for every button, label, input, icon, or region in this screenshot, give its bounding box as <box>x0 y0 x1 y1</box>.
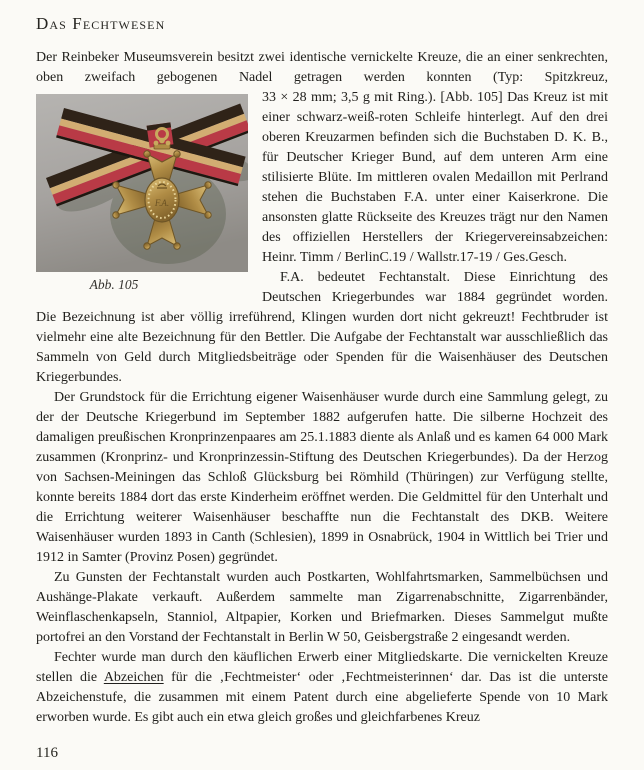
paragraph-1-beside: 33 × 28 mm; 3,5 g mit Ring.). [Abb. 105] Das Kreuz ist mit einer schwarz-weiß-roten Schleife hinterlegt. Auf den drei oberen Kreuzarmen befinden sich die Buchstaben D. K. B., für Deutscher Krieger Bund, auf dem unteren Arm eine stilisierte Blüte. Im mittleren ovalen Medaillon mit Perlrand stehen die Buchstaben F.A. unter einer Kaiserkrone. Die ansonsten glatte Rückseite des Kreuzes trägt nur den Namen des offiziellen Herstellers der Kriegervereinsabzeichen: Heinr. Timm / BerlinC.19 / Wallstr.17-19 / Ges.Gesch. <box>262 90 608 265</box>
paragraph-2-continued: Die Bezeichnung ist aber völlig irreführend, Klingen wurden dort nicht gekreuzt! Fechtbruder ist vielmehr eine alte Bezeichnung für den Bettler. Die Aufgabe der Fechtanstalt war ausschließlich das Sammeln von Geld durch Mitgliedsbeiträge oder Spenden für die Waisenhäuser des Deutschen Kriegerbundes. <box>36 310 608 385</box>
medallion <box>145 178 179 222</box>
paragraph-5-pre: Fechter wurde man durch den käuflichen Erwerb einer Mitgliedskarte. Die vernickelten Kreuze stellen die <box>36 650 608 685</box>
page-title: Das Fechtwesen <box>36 14 166 33</box>
medal-photo <box>36 94 248 272</box>
page-number: 116 <box>36 745 58 761</box>
abzeichen-underlined-word: Abzeichen <box>103 670 164 685</box>
svg-text:F.A.: F.A. <box>154 198 170 208</box>
paragraph-4: Zu Gunsten der Fechtanstalt wurden auch Postkarten, Wohlfahrtsmarken, Sammelbüchsen und Aushänge-Plakate verkauft. Außerdem sammelte man Zigarrenabschnitte, Zigarrenbänder, Weinflaschenkapseln, Stanniol, Altpapier, Korken und Briefmarken. Dieses Sammelgut mußte portofrei an den Vorstand der Fechtanstalt in Berlin W 50, Geisbergstraße 2 eingesandt werden. <box>36 570 608 645</box>
paragraph-3: Der Grundstock für die Errichtung eigener Waisenhäuser wurde durch eine Sammlung gelegt, zu der der Deutsche Kriegerbund im September 1882 aufgerufen hatte. Die silberne Hochzeit des damaligen preußischen Kronprinzenpaares am 25.1.1883 diente als Anlaß und es kamen 64 000 Mark zusammen (Kronprinz- und Kronprinzessin-Stiftung des Deutschen Kriegerbundes). Da der Herzog von Sachsen-Meiningen das Schloß Glücksburg bei Römhild (Thüringen) zur Verfügung stellte, konnte bereits 1884 dort das erste Kinderheim eröffnet werden. Die Geldmittel für den Unterhalt und die Errichtung weiterer Waisenhäuser beschaffte nun die Fechtanstalt des DKB. Weitere Waisenhäuser wurden 1893 in Canth (Schlesien), 1899 in Osnabrück, 1904 in Wittlich bei Trier und 1912 in Samter (Provinz Posen) gegründet. <box>36 390 608 565</box>
paragraph-2-beside: F.A. bedeutet Fechtanstalt. Diese Einrichtung des Deutschen Kriegerbundes war 1884 gegründet worden. <box>262 270 608 305</box>
paragraph-1-intro: Der Reinbeker Museumsverein besitzt zwei identische vernickelte Kreuze, die an einer senkrechten, oben zweifach gebogenen Nadel getragen werden konnten (Typ: Spitzkreuz, <box>36 50 608 85</box>
figure-abb-105 <box>36 94 248 308</box>
paragraph-5 <box>36 648 608 728</box>
figure-caption: Abb. 105 <box>89 277 139 292</box>
text-beside-image <box>262 88 608 308</box>
paragraph-5-post: für die ‚Fechtmeister‘ oder ‚Fechtmeisterinnen‘ dar. Das ist die unterste Abzeichenstufe, die zusammen mit einem Patent durch eine abgelieferte Spende von 10 Mark erworben wurde. Es gibt auch ein etwa gleich großes und gleichfarbenes Kreuz <box>36 670 608 725</box>
image-text-row <box>36 88 608 308</box>
